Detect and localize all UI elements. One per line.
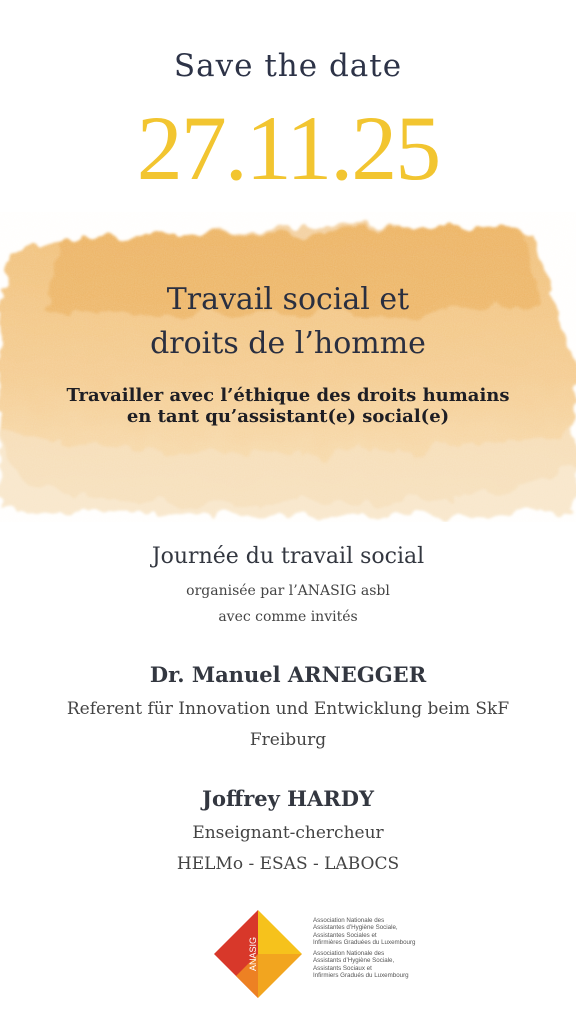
title-line-1: Travail social et [166, 282, 410, 317]
speaker-1-name: Dr. Manuel ARNEGGER [149, 662, 427, 687]
speaker-1-role [0, 694, 576, 756]
logo-caption-feminine [313, 917, 473, 946]
title-line-2: droits de l’homme [150, 326, 426, 361]
logo-line: Assistantes d’Hygiène Sociale, [313, 924, 398, 932]
logo-mark-text: ANASIG [248, 936, 258, 972]
speaker-2-role-line-1: Enseignant-chercheur [192, 823, 384, 843]
organizer-line-2: avec comme invités [218, 609, 358, 625]
logo-line: Assistantes Sociales et [313, 931, 377, 939]
save-the-date-heading: Save the date [173, 48, 403, 84]
speaker-2-role [0, 818, 576, 880]
event-organizer [0, 578, 576, 630]
speaker-2-role-line-2: HELMo - ESAS - LABOCS [176, 854, 400, 874]
logo-line: Association Nationale des [313, 950, 385, 958]
logo-line: Association Nationale des [313, 917, 385, 924]
conference-subtitle [0, 385, 576, 427]
subtitle-line-2: en tant qu’assistant(e) social(e) [126, 406, 450, 427]
organizer-line-1: organisée par l’ANASIG asbl [186, 583, 390, 599]
conference-title [0, 278, 576, 366]
speaker-2-name: Joffrey HARDY [202, 786, 374, 811]
event-date: 27.11.25 [136, 97, 440, 199]
logo-line: Infirmiers Gradués du Luxembourg [313, 972, 409, 980]
logo-yellow-shape [258, 910, 302, 954]
watercolor-banner [0, 212, 576, 522]
speaker-1-role-line-2: Freiburg [249, 730, 327, 750]
subtitle-line-1: Travailler avec l’éthique des droits humains [66, 385, 510, 406]
logo-line: Assistants d’Hygiène Sociale, [313, 957, 395, 965]
logo-line: Infirmières Graduées du Luxembourg [313, 938, 416, 946]
logo-caption-masculine [313, 950, 473, 979]
speaker-1-role-line-1: Referent für Innovation und Entwicklung beim SkF [66, 699, 510, 719]
logo-caption [313, 917, 473, 983]
logo-amber-shape [258, 954, 302, 998]
logo-line: Assistants Sociaux et [313, 964, 372, 972]
event-title: Journée du travail social [151, 544, 425, 569]
anasig-logo [212, 908, 304, 1000]
